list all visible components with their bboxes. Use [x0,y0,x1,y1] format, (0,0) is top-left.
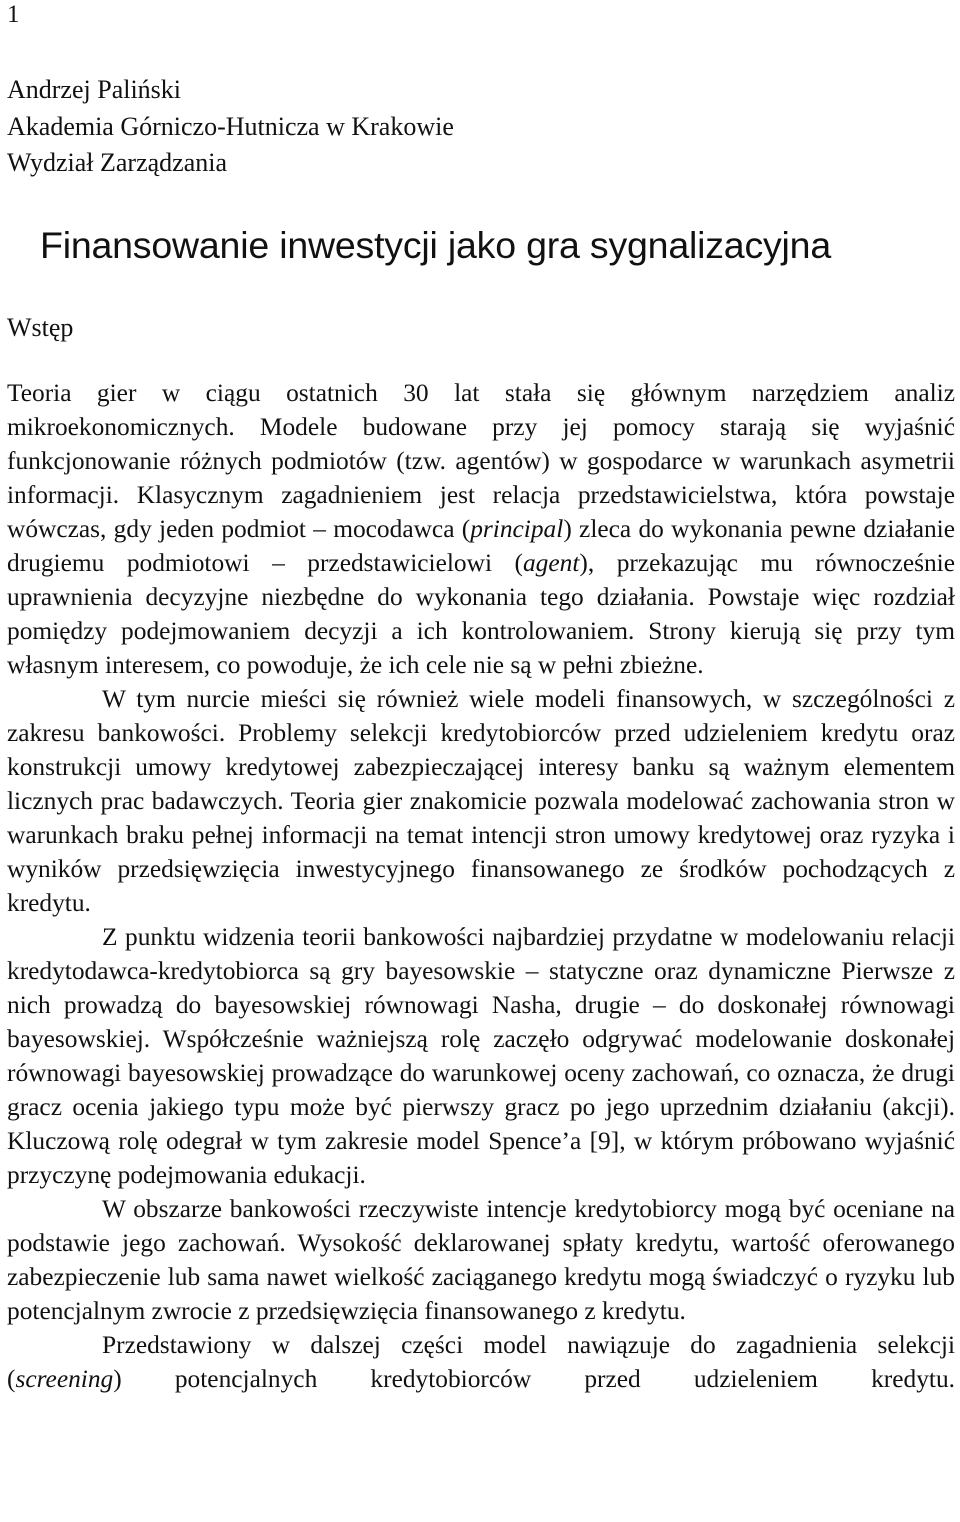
section-heading: Wstęp [7,313,74,342]
author-institution: Akademia Górniczo-Hutnicza w Krakowie [7,111,454,141]
paragraph-1-text-b: ) zleca do wykonania pewne działanie drugiemu podmiotowi – przedstawicielowi ( [7,515,955,577]
author-block [7,72,454,182]
paragraph-2: W tym nurcie mieści się również wiele modeli finansowych, w szczególności z zakresu bankowości. Problemy selekcji kredytobiorców przed udzieleniem kredytu oraz konstrukcji umowy kredytowej zabezpieczającej interesy banku są ważnym elementem licznych prac badawczych. Teoria gier znakomicie pozwala modelować zachowania stron w warunkach braku pełnej informacji na temat intencji stron umowy kredytowej oraz ryzyka i wyników przedsięwzięcia inwestycyjnego finansowanego ze środków pochodzących z kredytu. [7,685,955,917]
paragraph-1-text-c: ), przekazując mu równocześnie uprawnienia decyzyjne niezbędne do wykonania tego działania. Powstaje więc rozdział pomiędzy podejmowaniem decyzji a ich kontrolowaniem. Strony kierują się przy tym własnym interesem, co powoduje, że ich cele nie są w pełni zbieżne. [7,549,956,679]
page-number: 1 [7,1,20,28]
paragraph-3: Z punktu widzenia teorii bankowości najbardziej przydatne w modelowaniu relacji kredytodawca-kredytobiorca są gry bayesowskie – statyczne oraz dynamiczne Pierwsze z nich prowadzą do bayesowskiej równowagi Nasha, drugie – do doskonałej równowagi bayesowskiej. Współcześnie ważniejszą rolę zaczęło odgrywać modelowanie doskonałej równowagi bayesowskiej prowadzące do warunkowej oceny zachowań, co oznacza, że drugi gracz ocenia jakiego typu może być pierwszy gracz po jego uprzednim działaniu (akcji). Kluczową rolę odegrał w tym zakresie model Spence’a [9], w którym próbowano wyjaśnić przyczynę podejmowania edukacji. [7,923,955,1189]
paragraph-1 [7,376,955,682]
body-text [7,376,955,1396]
paragraph-5 [7,1328,955,1396]
paragraph-1-text: Teoria gier w ciągu ostatnich 30 lat stała się głównym narzędziem analiz mikroekonomicznych. Modele budowane przy jej pomocy starają się wyjaśnić funkcjonowanie różnych podmiotów (tzw. agentów) w gospodarce w warunkach asymetrii informacji. Klasycznym zagadnieniem jest relacja przedstawicielstwa, która powstaje wówczas, gdy jeden podmiot – mocodawca ( [7,379,955,543]
author-department: Wydział Zarządzania [7,148,228,177]
term-agent: agent [522,549,580,577]
paper-title: Finansowanie inwestycji jako gra sygnalizacyjna [40,224,831,266]
term-principal: principal [470,515,564,543]
paragraph-5-text: Przedstawiony w dalszej części model nawiązuje do zagadnienia selekcji ( [7,1331,955,1393]
term-screening: screening [15,1365,114,1393]
author-name: Andrzej Paliński [7,75,182,104]
paragraph-5-text-b: ) potencjalnych kredytobiorców przed udzieleniem kredytu. [113,1365,955,1393]
paragraph-4: W obszarze bankowości rzeczywiste intencje kredytobiorcy mogą być oceniane na podstawie jego zachowań. Wysokość deklarowanej spłaty kredytu, wartość oferowanego zabezpieczenie lub sama nawet wielkość zaciąganego kredytu mogą świadczyć o ryzyku lub potencjalnym zwrocie z przedsięwzięcia finansowanego z kredytu. [7,1195,955,1325]
